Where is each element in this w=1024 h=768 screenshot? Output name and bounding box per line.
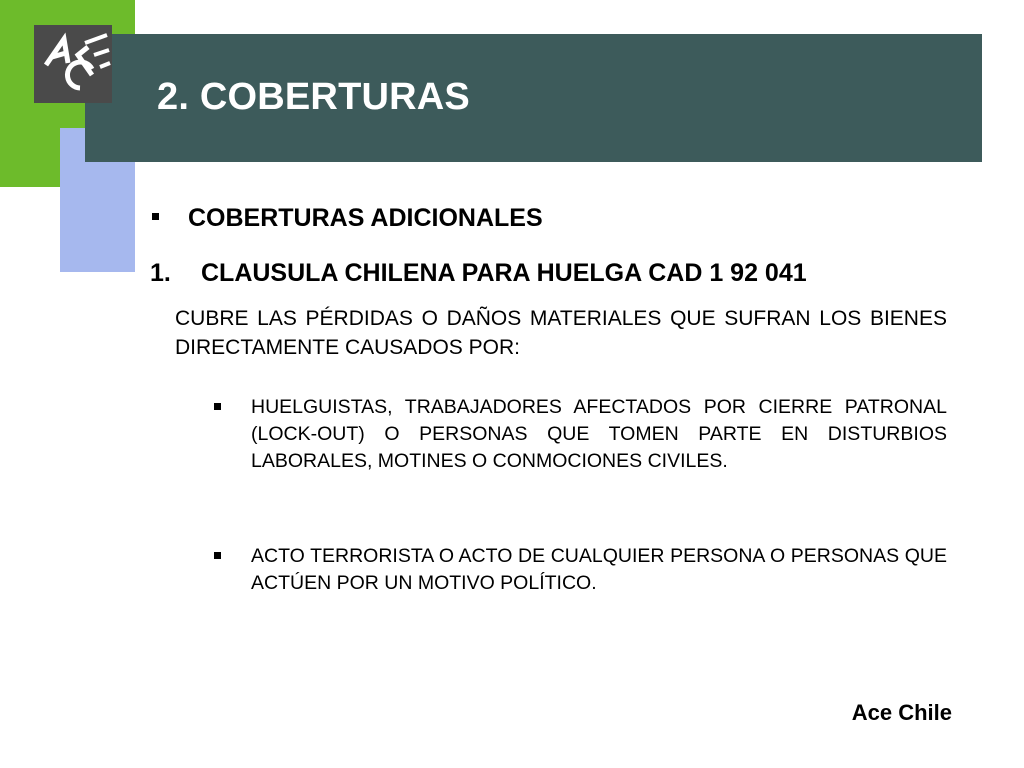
list-item: HUELGUISTAS, TRABAJADORES AFECTADOS POR CIERRE PATRONAL (LOCK-OUT) O PERSONAS QUE TOMEN PARTE EN DISTURBIOS LABORALES, MOTINES O CONMOCIONES CIVILES. [251, 396, 947, 472]
clause-description: CUBRE LAS PÉRDIDAS O DAÑOS MATERIALES QUE SUFRAN LOS BIENES DIRECTAMENTE CAUSADOS POR: [175, 307, 947, 359]
square-bullet-icon [152, 213, 159, 220]
slide-title: 2. COBERTURAS [157, 76, 470, 118]
logo-text: ACE [38, 100, 43, 102]
square-bullet-icon [214, 403, 221, 410]
ace-logo [34, 25, 112, 103]
ace-logo-icon [34, 25, 112, 103]
footer-company: Ace Chile [851, 700, 952, 725]
section-heading: COBERTURAS ADICIONALES [188, 204, 543, 232]
list-item: ACTO TERRORISTA O ACTO DE CUALQUIER PERSONA O PERSONAS QUE ACTÚEN POR UN MOTIVO POLÍTICO. [251, 545, 947, 594]
square-bullet-icon [214, 552, 221, 559]
clause-number: 1. [150, 259, 171, 287]
clause-heading: CLAUSULA CHILENA PARA HUELGA CAD 1 92 041 [201, 259, 807, 287]
